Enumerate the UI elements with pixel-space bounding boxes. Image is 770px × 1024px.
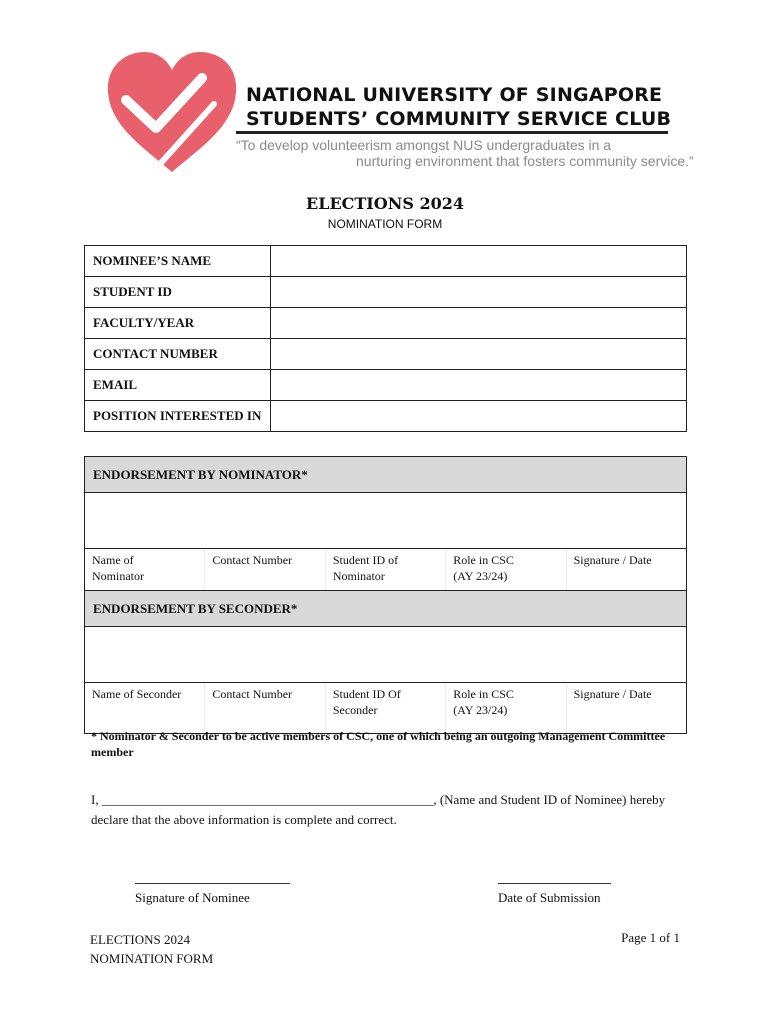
seconder-heading: ENDORSEMENT BY SECONDER* [85,591,686,627]
footer-left [90,930,213,968]
nominator-student-id-column: Student ID of Nominator [326,549,446,590]
nominee-signature-label: Signature of Nominee [135,890,250,905]
contact-number-field[interactable] [270,339,686,370]
contact-number-label: CONTACT NUMBER [85,339,271,370]
seconder-signature-column: Signature / Date [573,687,652,701]
table-row [85,370,687,401]
footer-title: ELECTIONS 2024 [90,932,191,947]
form-subtitle: NOMINATION FORM [327,217,443,231]
seconder-role-column: Role in CSC (AY 23/24) [446,683,566,733]
seconder-entry-area[interactable] [85,627,686,683]
seconder-contact-column: Contact Number [205,683,325,733]
table-row [85,401,687,432]
faculty-year-field[interactable] [270,308,686,339]
org-name-line1: NATIONAL UNIVERSITY OF SINGAPORE [246,84,663,106]
table-row [85,339,687,370]
nominee-name-field[interactable] [270,246,686,277]
table-row [85,246,687,277]
faculty-year-label: FACULTY/YEAR [85,308,271,339]
seconder-fields-row [85,683,686,733]
declaration-text: I, ___________________________________________________, (Name and Student ID of Nominee) hereby declare that the above information is complete and correct. [91,792,666,827]
email-field[interactable] [270,370,686,401]
seconder-student-id-column: Student ID Of Seconder [326,683,446,733]
tagline-line2: nurturing environment that fosters community service.” [356,153,694,169]
nominator-signature-column: Signature / Date [573,553,652,567]
nominator-contact-column: Contact Number [205,549,325,590]
form-title: ELECTIONS 2024 [306,194,464,213]
footer-subtitle: NOMINATION FORM [90,951,214,966]
table-row [85,308,687,339]
table-row [85,277,687,308]
nominator-heading: ENDORSEMENT BY NOMINATOR* [85,457,686,493]
nominator-fields-row [85,549,686,591]
page-number: Page 1 of 1 [621,930,680,945]
nominee-info-table [84,245,687,432]
header-rule [236,131,668,134]
nominator-role-column: Role in CSC (AY 23/24) [446,549,566,590]
org-name-line2: STUDENTS’ COMMUNITY SERVICE CLUB [246,108,672,130]
nominator-entry-area[interactable] [85,493,686,549]
endorsement-note: * Nominator & Seconder to be active members of CSC, one of which being an outgoing Management Committee member [91,729,666,759]
position-field[interactable] [270,401,686,432]
student-id-label: STUDENT ID [85,277,271,308]
nominee-signature-line[interactable] [135,883,290,884]
nominee-name-label: NOMINEE’S NAME [85,246,271,277]
position-label: POSITION INTERESTED IN [85,401,271,432]
tagline-line1: “To develop volunteerism amongst NUS undergraduates in a [236,137,612,153]
nominator-name-column: Name of Nominator [85,549,205,590]
email-label: EMAIL [85,370,271,401]
seconder-name-column: Name of Seconder [85,683,205,733]
student-id-field[interactable] [270,277,686,308]
submission-date-line[interactable] [498,883,611,884]
submission-date-label: Date of Submission [498,890,601,905]
csc-heart-logo [104,48,240,178]
endorsement-table [84,456,687,734]
